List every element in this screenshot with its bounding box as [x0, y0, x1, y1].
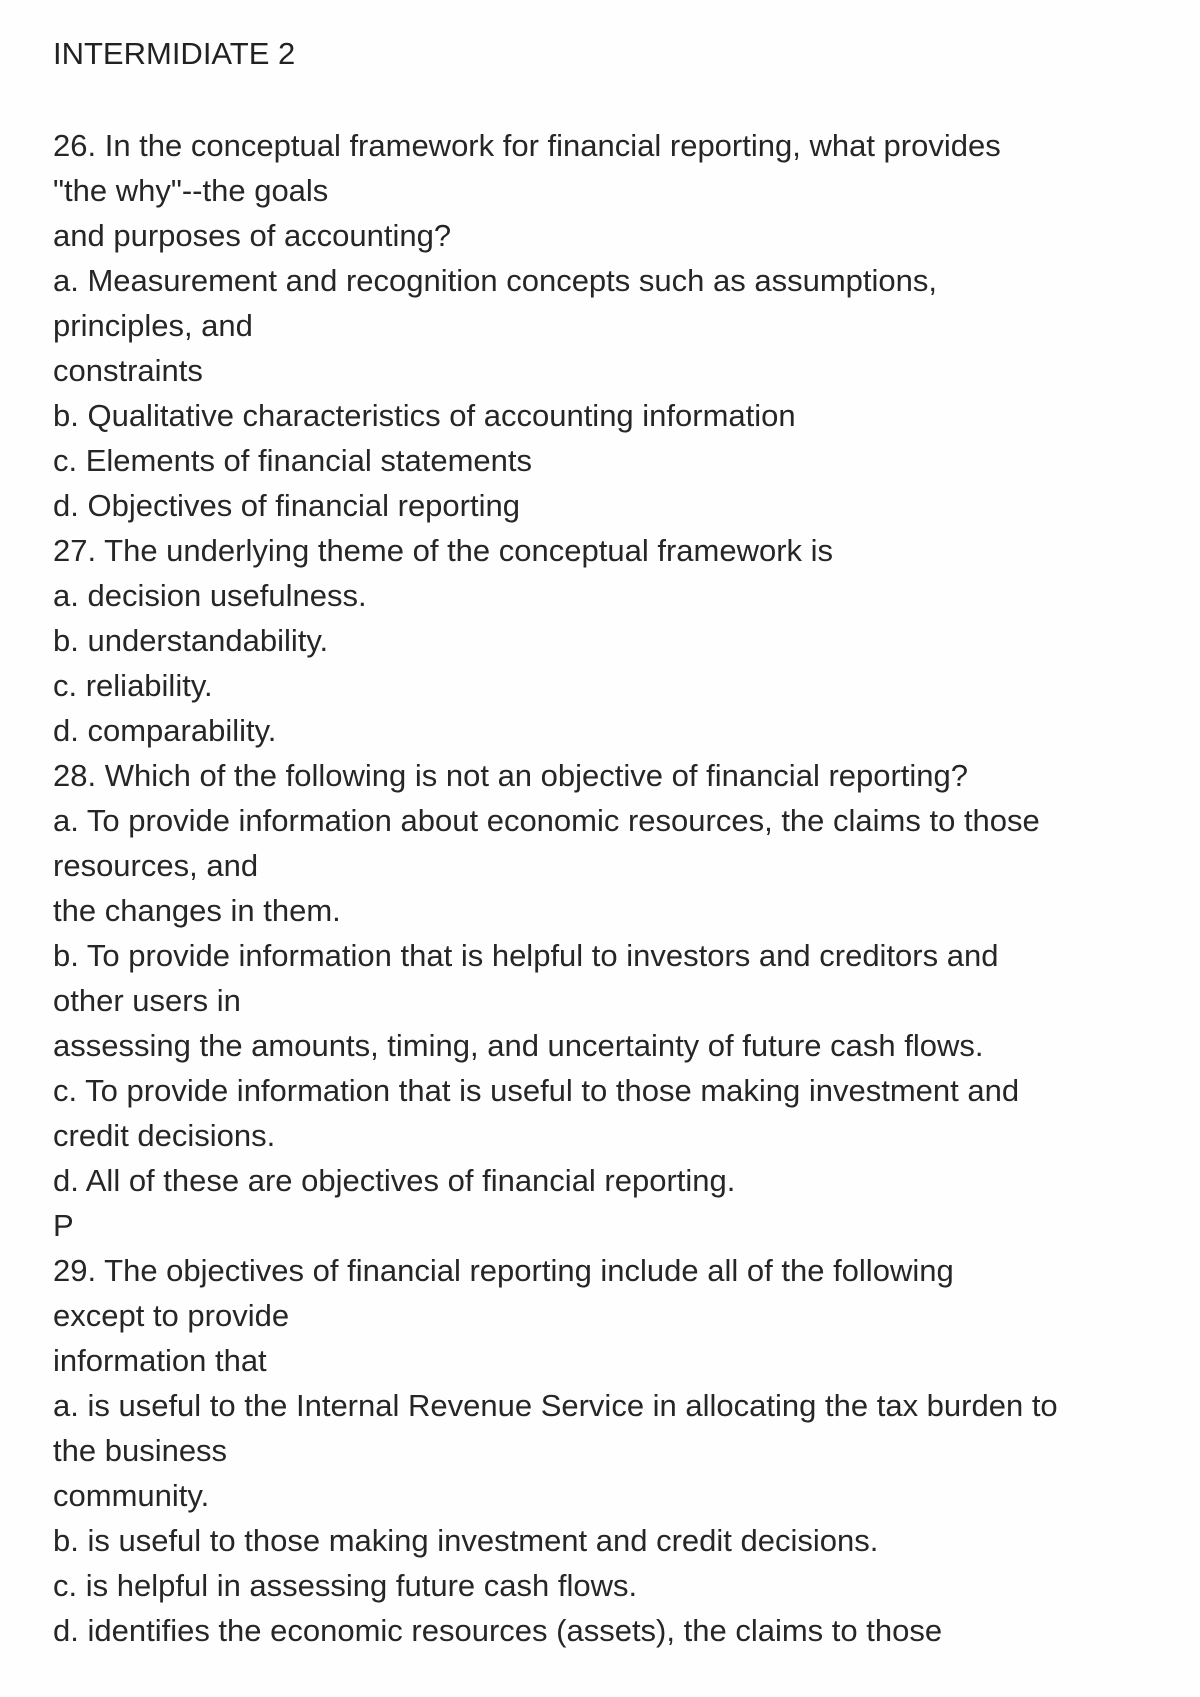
text-line: constraints [53, 353, 203, 388]
text-line: "the why"--the goals [53, 173, 329, 208]
text-line: 26. In the conceptual framework for financial reporting, what provides [53, 128, 1001, 163]
text-line: a. Measurement and recognition concepts such as assumptions, [53, 263, 937, 298]
text-line: information that [53, 1343, 267, 1378]
text-line: except to provide [53, 1298, 290, 1333]
text-line: c. is helpful in assessing future cash flows. [53, 1568, 638, 1603]
text-line: 27. The underlying theme of the conceptual framework is [53, 533, 834, 568]
text-line: c. To provide information that is useful to those making investment and [53, 1073, 1020, 1108]
text-line: a. decision usefulness. [53, 578, 367, 613]
text-line: and purposes of accounting? [53, 218, 452, 253]
text-line: assessing the amounts, timing, and uncertainty of future cash flows. [53, 1028, 984, 1063]
text-line: 29. The objectives of financial reporting include all of the following [53, 1253, 954, 1288]
document-body [53, 123, 1173, 1653]
text-line: the business [53, 1433, 228, 1468]
text-line: a. is useful to the Internal Revenue Service in allocating the tax burden to [53, 1388, 1058, 1423]
text-line: b. understandability. [53, 623, 329, 658]
text-line: 28. Which of the following is not an objective of financial reporting? [53, 758, 969, 793]
text-line: d. comparability. [53, 713, 277, 748]
text-line: P [53, 1208, 74, 1243]
text-line: community. [53, 1478, 210, 1513]
document-title: INTERMIDIATE 2 [53, 36, 296, 71]
text-line: d. Objectives of financial reporting [53, 488, 520, 523]
text-line: d. identifies the economic resources (assets), the claims to those [53, 1613, 943, 1648]
text-line: principles, and [53, 308, 253, 343]
text-line: resources, and [53, 848, 259, 883]
text-line: b. To provide information that is helpful to investors and creditors and [53, 938, 999, 973]
text-line: b. is useful to those making investment and credit decisions. [53, 1523, 879, 1558]
text-line: b. Qualitative characteristics of accounting information [53, 398, 796, 433]
text-line: c. Elements of financial statements [53, 443, 533, 478]
text-line: c. reliability. [53, 668, 213, 703]
text-line: the changes in them. [53, 893, 341, 928]
text-line: other users in [53, 983, 241, 1018]
text-line: credit decisions. [53, 1118, 276, 1153]
text-line: a. To provide information about economic resources, the claims to those [53, 803, 1040, 838]
text-line: d. All of these are objectives of financial reporting. [53, 1163, 736, 1198]
